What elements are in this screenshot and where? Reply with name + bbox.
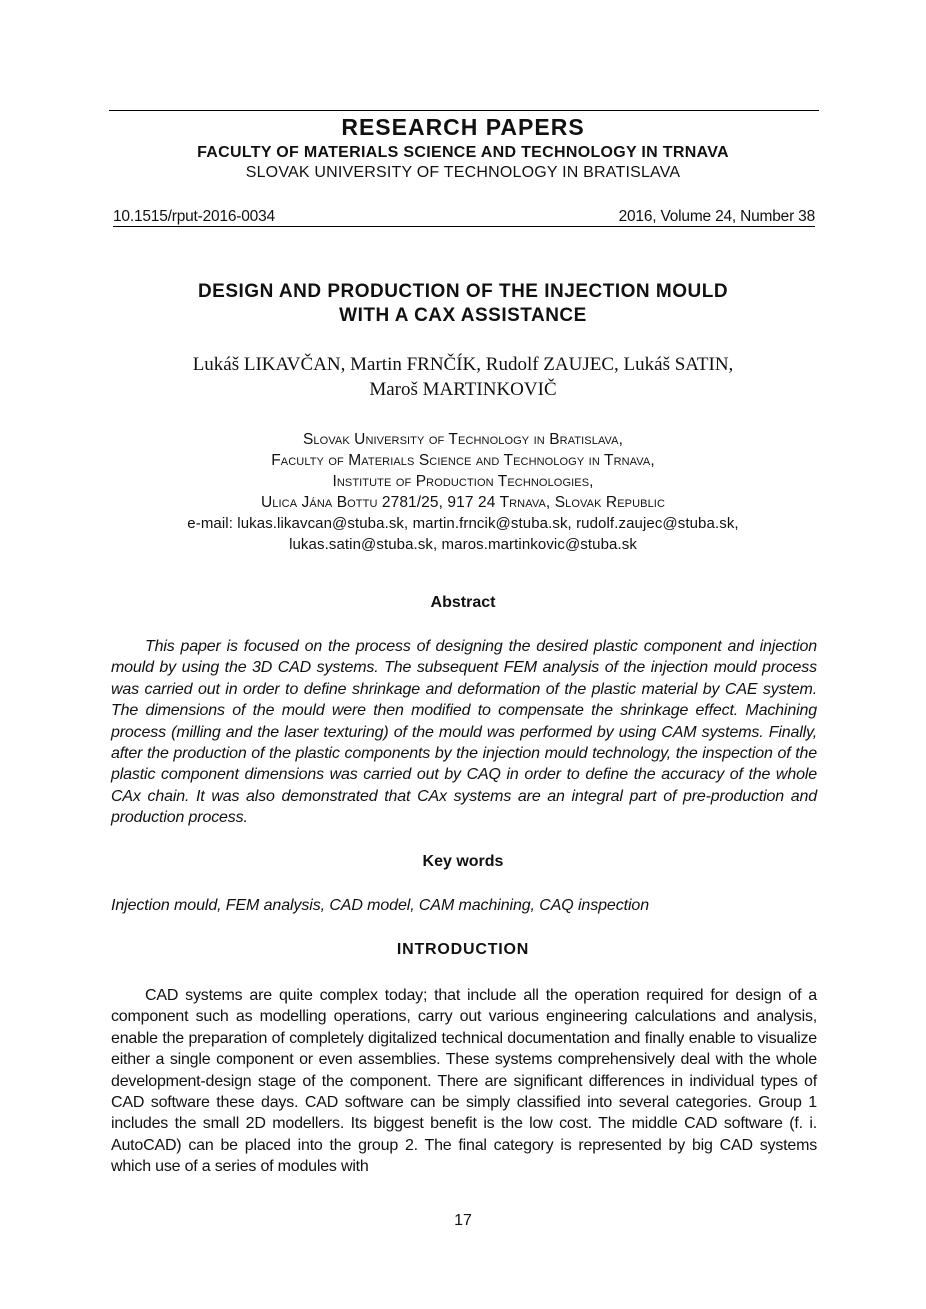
abstract-text [111,636,817,829]
page-number: 17 [454,1212,472,1229]
introduction-text [111,985,817,1178]
doi-link[interactable]: 10.1515/rput-2016-0034 [113,208,275,225]
keywords-heading: Key words [422,853,504,870]
authors-line-1: Lukáš LIKAVČAN, Martin FRNČÍK, Rudolf ZAUJEC, Lukáš SATIN, [192,354,734,375]
affiliation-university: Slovak University of Technology in Bratislava, [302,431,624,448]
affiliation-faculty: Faculty of Materials Science and Technology in Trnava, [271,452,655,469]
abstract-paragraph: This paper is focused on the process of designing the desired plastic component and injection mould by using the 3D CAD systems. The subsequent FEM analysis of the injection mould process was carried out in order to define shrinkage and deformation of the plastic material by CAE system. The dimensions of the mould were then modified to compensate the shrinkage effect. Machining process (milling and the laser texturing) of the mould was performed by using CAM systems. Finally, after the production of the plastic components by the injection mould technology, the inspection of the plastic component dimensions was carried out by CAQ in order to define the accuracy of the whole CAx chain. It was also demonstrated that CAx systems are an integral part of pre-production and production process. [111,638,817,827]
affiliation-address: Ulica Jána Bottu 2781/25, 917 24 Trnava, Slovak Republic [260,494,665,511]
paper-title-line-2: WITH A CAX ASSISTANCE [339,305,587,326]
doi-volume-row [113,207,815,227]
affiliation-emails-line-2[interactable]: lukas.satin@stuba.sk, maros.martinkovic@stuba.sk [289,536,637,553]
affiliation-emails-line-1[interactable]: e-mail: lukas.likavcan@stuba.sk, martin.frncik@stuba.sk, rudolf.zaujec@stuba.sk, [187,515,739,532]
keywords-text: Injection mould, FEM analysis, CAD model, CAM machining, CAQ inspection [111,897,650,914]
affiliation-institute: Institute of Production Technologies, [332,473,594,490]
university-line: SLOVAK UNIVERSITY OF TECHNOLOGY IN BRATISLAVA [245,164,681,181]
header-top-rule [109,110,819,111]
affiliation-block [0,429,926,555]
paper-title [0,280,926,328]
author-list [0,352,926,402]
authors-line-2: Maroš MARTINKOVIČ [369,379,557,400]
faculty-line: FACULTY OF MATERIALS SCIENCE AND TECHNOLOGY IN TRNAVA [197,144,729,161]
journal-title: RESEARCH PAPERS [341,114,585,140]
introduction-paragraph: CAD systems are quite complex today; that include all the operation required for design of a component such as modelling operations, carry out various engineering calculations and analysis, enable the preparation of completely digitalized technical documentation and finally enable to visualize either a single component or even assemblies. These systems comprehensively deal with the whole development-design stage of the component. There are significant differences in individual types of CAD software these days. CAD software can be simply classified into several categories. Group 1 includes the small 2D modellers. Its biggest benefit is the low cost. The middle CAD software (f. i. AutoCAD) can be placed into the group 2. The final category is represented by big CAD systems which use of a series of modules with [111,987,817,1176]
introduction-heading: INTRODUCTION [396,941,530,958]
paper-title-line-1: DESIGN AND PRODUCTION OF THE INJECTION MOULD [197,281,729,302]
volume-info: 2016, Volume 24, Number 38 [618,208,815,225]
abstract-heading: Abstract [430,594,496,611]
